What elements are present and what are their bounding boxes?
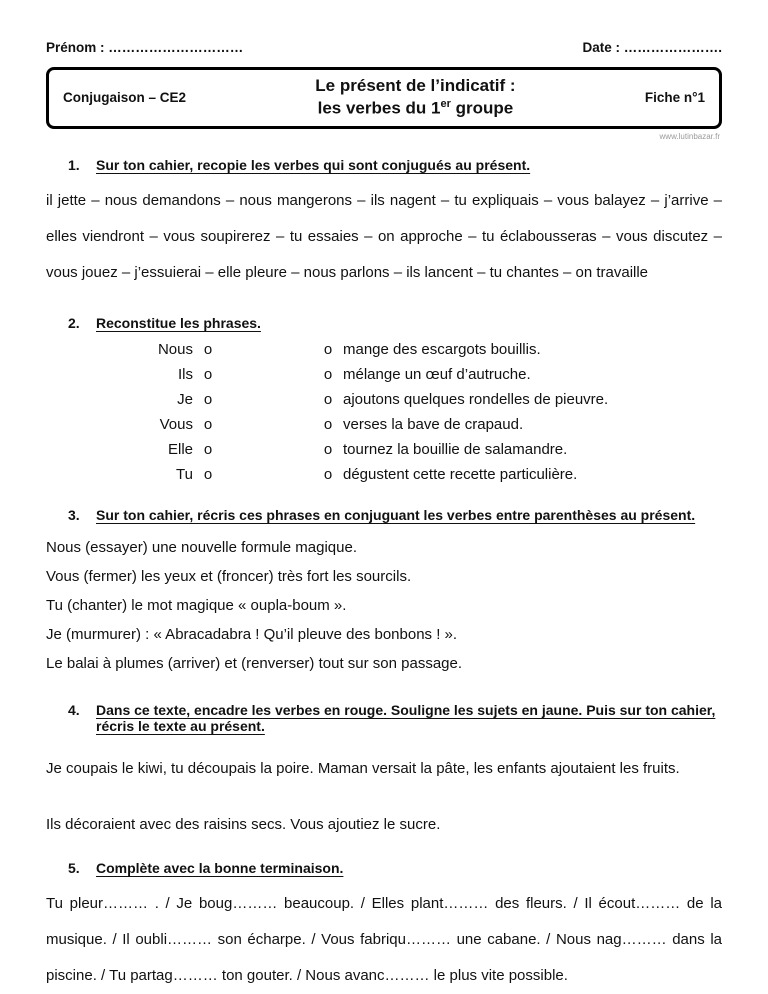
match-row — [46, 366, 722, 383]
phrase-label: dégustent cette recette particulière. — [343, 465, 578, 483]
sentence-line: Je (murmurer) : « Abracadabra ! Qu’il pleuve des bonbons ! ». — [46, 625, 458, 643]
exercise-5-number: 5. — [68, 859, 80, 876]
match-circle: o — [323, 465, 333, 483]
fiche-number-label: Fiche n°1 — [644, 90, 705, 106]
exercise-2-number: 2. — [68, 314, 80, 331]
match-row — [46, 391, 722, 408]
phrase-label: mange des escargots bouillis. — [343, 340, 541, 358]
phrase-label: mélange un œuf d’autruche. — [343, 365, 531, 383]
match-circle: o — [323, 340, 333, 358]
match-circle: o — [203, 440, 213, 458]
pronoun-label: Elle — [167, 440, 193, 458]
exercise-4 — [46, 702, 722, 836]
match-circle: o — [203, 390, 213, 408]
pronoun-label: Tu — [176, 465, 193, 483]
match-circle: o — [203, 465, 213, 483]
exercise-4-number: 4. — [68, 701, 80, 718]
name-date-row — [46, 40, 722, 55]
sentence-line: Tu (chanter) le mot magique « oupla-boum ». — [46, 596, 347, 614]
ordinal-superscript: er — [440, 98, 451, 111]
exercise-5-text: Tu pleur……… . / Je boug……… beaucoup. / Elles plant……… des fleurs. / Il écout……… de la musique. / Il oubli……… son écharpe. / Vous fabriqu……… une cabane. / Nous nag……… dans la piscine. / Tu partag……… ton gouter. / Nous avanc……… le plus vite possible. — [46, 894, 722, 984]
phrase-label: ajoutons quelques rondelles de pieuvre. — [343, 390, 609, 408]
worksheet-title-line1: Le présent de l’indicatif : — [315, 76, 516, 95]
exercise-4-paragraph: Ils décoraient avec des raisins secs. Vous ajoutiez le sucre. — [46, 815, 441, 833]
exercise-1-title: 1. Sur ton cahier, recopie les verbes qui sont conjugués au présent. — [68, 156, 531, 173]
phrase-label: tournez la bouillie de salamandre. — [343, 440, 568, 458]
sentence-line: Vous (fermer) les yeux et (froncer) très fort les sourcils. — [46, 567, 412, 585]
match-circle: o — [323, 440, 333, 458]
match-circle: o — [203, 415, 213, 433]
exercise-3-title: 3. Sur ton cahier, récris ces phrases en conjuguant les verbes entre parenthèses au présent. — [68, 506, 696, 523]
exercise-1-text: il jette – nous demandons – nous mangerons – ils nagent – tu expliquais – vous balayez – j’arrive – elles viendront – vous soupirerez – tu essaies – on approche – tu éclabousseras – vous discutez – vous jouez – j’essuierai – elle pleure – nous parlons – ils lancent – tu chantes – on travaille — [46, 191, 722, 281]
worksheet-title — [186, 75, 645, 121]
match-circle: o — [323, 365, 333, 383]
exercise-5-title: 5. Complète avec la bonne terminaison. — [68, 859, 344, 876]
exercise-5 — [46, 860, 722, 994]
exercise-3-number: 3. — [68, 506, 80, 523]
website-url: www.lutinbazar.fr — [659, 131, 720, 141]
match-circle: o — [323, 415, 333, 433]
sentence-line: Nous (essayer) une nouvelle formule magique. — [46, 538, 357, 556]
match-row — [46, 466, 722, 483]
match-row — [46, 441, 722, 458]
exercise-2-title: 2. Reconstitue les phrases. — [68, 314, 261, 331]
sentence-line: Le balai à plumes (arriver) et (renverser) tout sur son passage. — [46, 654, 463, 672]
pronoun-label: Ils — [178, 365, 193, 383]
match-circle: o — [203, 340, 213, 358]
match-row — [46, 416, 722, 433]
match-row — [46, 341, 722, 358]
date-label: Date : …………………. — [582, 40, 722, 55]
match-circle: o — [323, 390, 333, 408]
exercise-3 — [46, 507, 722, 678]
exercise-1 — [46, 157, 722, 291]
exercise-3-sentences — [46, 533, 722, 678]
exercise-4-paragraph: Je coupais le kiwi, tu découpais la poire. Maman versait la pâte, les enfants ajoutaient les fruits. — [46, 759, 680, 777]
phrase-label: verses la bave de crapaud. — [343, 415, 524, 433]
prenom-label: Prénom : ………………………… — [46, 40, 244, 55]
pronoun-label: Nous — [157, 340, 193, 358]
pronoun-label: Je — [177, 390, 193, 408]
subject-level-label: Conjugaison – CE2 — [63, 90, 187, 106]
match-circle: o — [203, 365, 213, 383]
pronoun-label: Vous — [159, 415, 193, 433]
worksheet-title-line2: les verbes du 1er groupe — [317, 98, 514, 119]
exercise-1-number: 1. — [68, 156, 80, 173]
title-box — [46, 67, 722, 129]
matching-table — [46, 341, 722, 483]
exercise-2 — [46, 315, 722, 483]
exercise-4-title: 4. Dans ce texte, encadre les verbes en rouge. Souligne les sujets en jaune. Puis sur ton cahier, récris le texte au présent. — [68, 701, 716, 734]
